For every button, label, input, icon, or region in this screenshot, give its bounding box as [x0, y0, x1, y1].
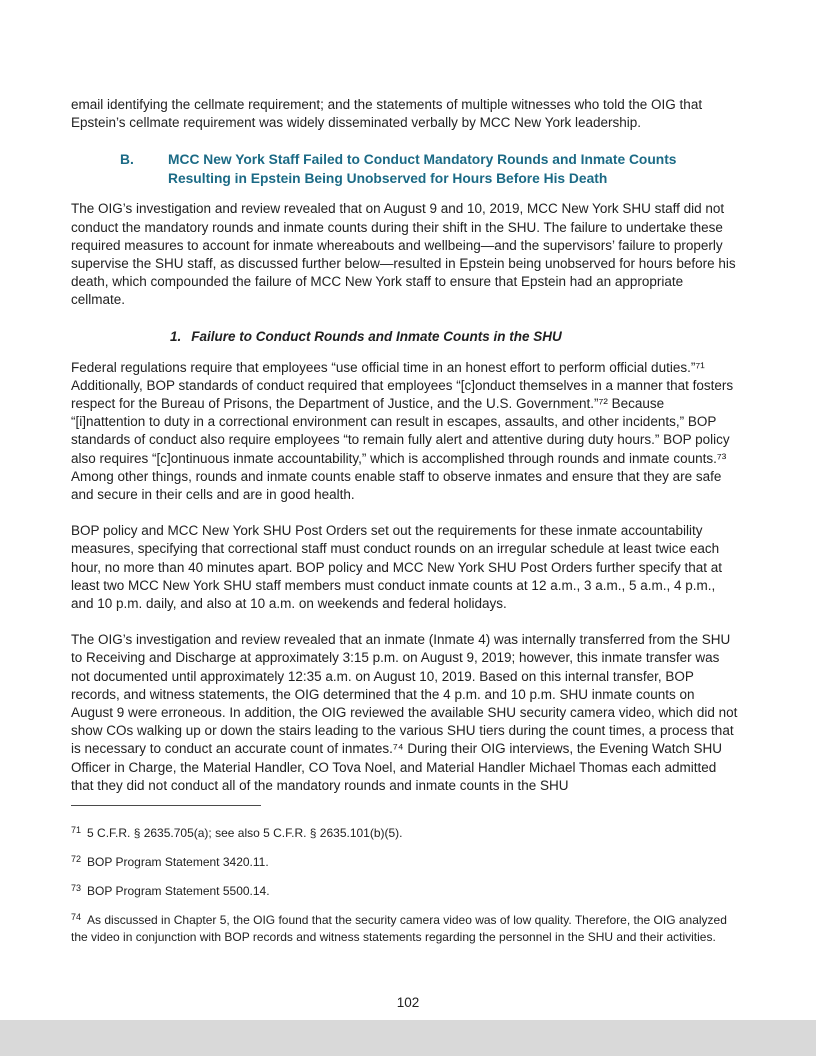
- paragraph-intro: email identifying the cellmate requirement; and the statements of multiple witnesses who told the OIG that Epstein’s cellmate requirement was widely disseminated verbally by MCC New York leadership.: [71, 97, 703, 131]
- paragraph-post-orders: BOP policy and MCC New York SHU Post Orders set out the requirements for these inmate accountability measures, specifying that correctional staff must conduct rounds on an irregular schedule at least twice each hour, no more than 40 minutes apart. BOP policy and MCC New York SHU Post Orders further specify that at least two MCC New York SHU staff members must conduct inmate counts at 12 a.m., 3 a.m., 5 a.m., 4 p.m., and 10 p.m. daily, and also at 10 a.m. on weekends and federal holidays.: [71, 523, 723, 612]
- footnote-marker: 71: [71, 825, 82, 836]
- paragraph-investigation: The OIG’s investigation and review revealed that an inmate (Inmate 4) was internally transferred from the SHU to Receiving and Discharge at approximately 3:15 p.m. on August 9, 2019; however, this inmate transfer was not documented until approximately 12:35 a.m. on August 10, 2019. Based on this internal transfer, BOP records, and witness statements, the OIG determined that the 4 p.m. and 10 p.m. SHU inmate counts on August 9 were erroneous. In addition, the OIG reviewed the available SHU security camera video, which did not show COs walking up or down the stairs leading to the various SHU tiers during the count times, a process that is necessary to conduct an accurate count of inmates.⁷⁴ During their OIG interviews, the Evening Watch SHU Officer in Charge, the Material Handler, CO Tova Noel, and Material Handler Michael Thomas each admitted that they did not conduct all of the mandatory rounds and inmate counts in the SHU: [71, 632, 738, 793]
- footnote-divider: [71, 805, 261, 806]
- subsection-heading-label: 1.: [170, 328, 182, 344]
- footnote-text: 5 C.F.R. § 2635.705(a); see also 5 C.F.R. § 2635.101(b)(5).: [87, 826, 403, 841]
- page-content: [71, 96, 738, 955]
- footnotes-section: [71, 822, 738, 945]
- footnote-71: [71, 822, 738, 842]
- footnote-text: BOP Program Statement 3420.11.: [87, 855, 269, 870]
- footnote-text: BOP Program Statement 5500.14.: [87, 884, 270, 899]
- footnote-74: [71, 909, 738, 945]
- subsection-heading-title: Failure to Conduct Rounds and Inmate Counts in the SHU: [191, 328, 562, 344]
- paragraph-section-b: The OIG’s investigation and review revealed that on August 9 and 10, 2019, MCC New York SHU staff did not conduct the mandatory rounds and inmate counts during their shift in the SHU. The failure to undertake these required measures to account for inmate whereabouts and wellbeing—and the supervisors’ failure to properly supervise the SHU staff, as discussed further below—resulted in Epstein being unobserved for hours before his death, which compounded the failure of MCC New York staff to ensure that Epstein had an appropriate cellmate.: [71, 201, 736, 308]
- footnote-72: [71, 851, 738, 871]
- paragraph-regulations: Federal regulations require that employees “use official time in an honest effort to perform official duties.”⁷¹ Additionally, BOP standards of conduct required that employees “[c]onduct themselves in a manner that fosters respect for the Bureau of Prisons, the Department of Justice, and the U.S. Government.”⁷² Because “[i]nattention to duty in a correctional environment can result in escapes, assaults, and other incidents,” BOP standards of conduct also require employees “to remain fully alert and attentive during duty hours.” BOP policy also requires “[c]ontinuous inmate accountability,” which is accomplished through rounds and inmate counts.⁷³ Among other things, rounds and inmate counts enable staff to observe inmates and ensure that they are safe and secure in their cells and are in good health.: [71, 359, 734, 503]
- footnote-73: [71, 880, 738, 900]
- footnote-marker: 72: [71, 854, 82, 865]
- footer-band: [0, 1020, 816, 1056]
- subsection-heading-1: [170, 328, 738, 346]
- footnote-marker: 74: [71, 912, 82, 923]
- footnote-text: As discussed in Chapter 5, the OIG found that the security camera video was of low quality. Therefore, the OIG analyzed the video in conjunction with BOP records and witness statements regarding the personnel in the SHU and their activities.: [71, 913, 727, 944]
- section-heading-label: B.: [120, 152, 134, 168]
- section-heading-title: MCC New York Staff Failed to Conduct Mandatory Rounds and Inmate Counts Resulting in Epstein Being Unobserved for Hours Before His Death: [168, 152, 677, 187]
- footnote-marker: 73: [71, 883, 82, 894]
- section-heading-b: [120, 150, 738, 188]
- page-number: 102: [396, 995, 420, 1010]
